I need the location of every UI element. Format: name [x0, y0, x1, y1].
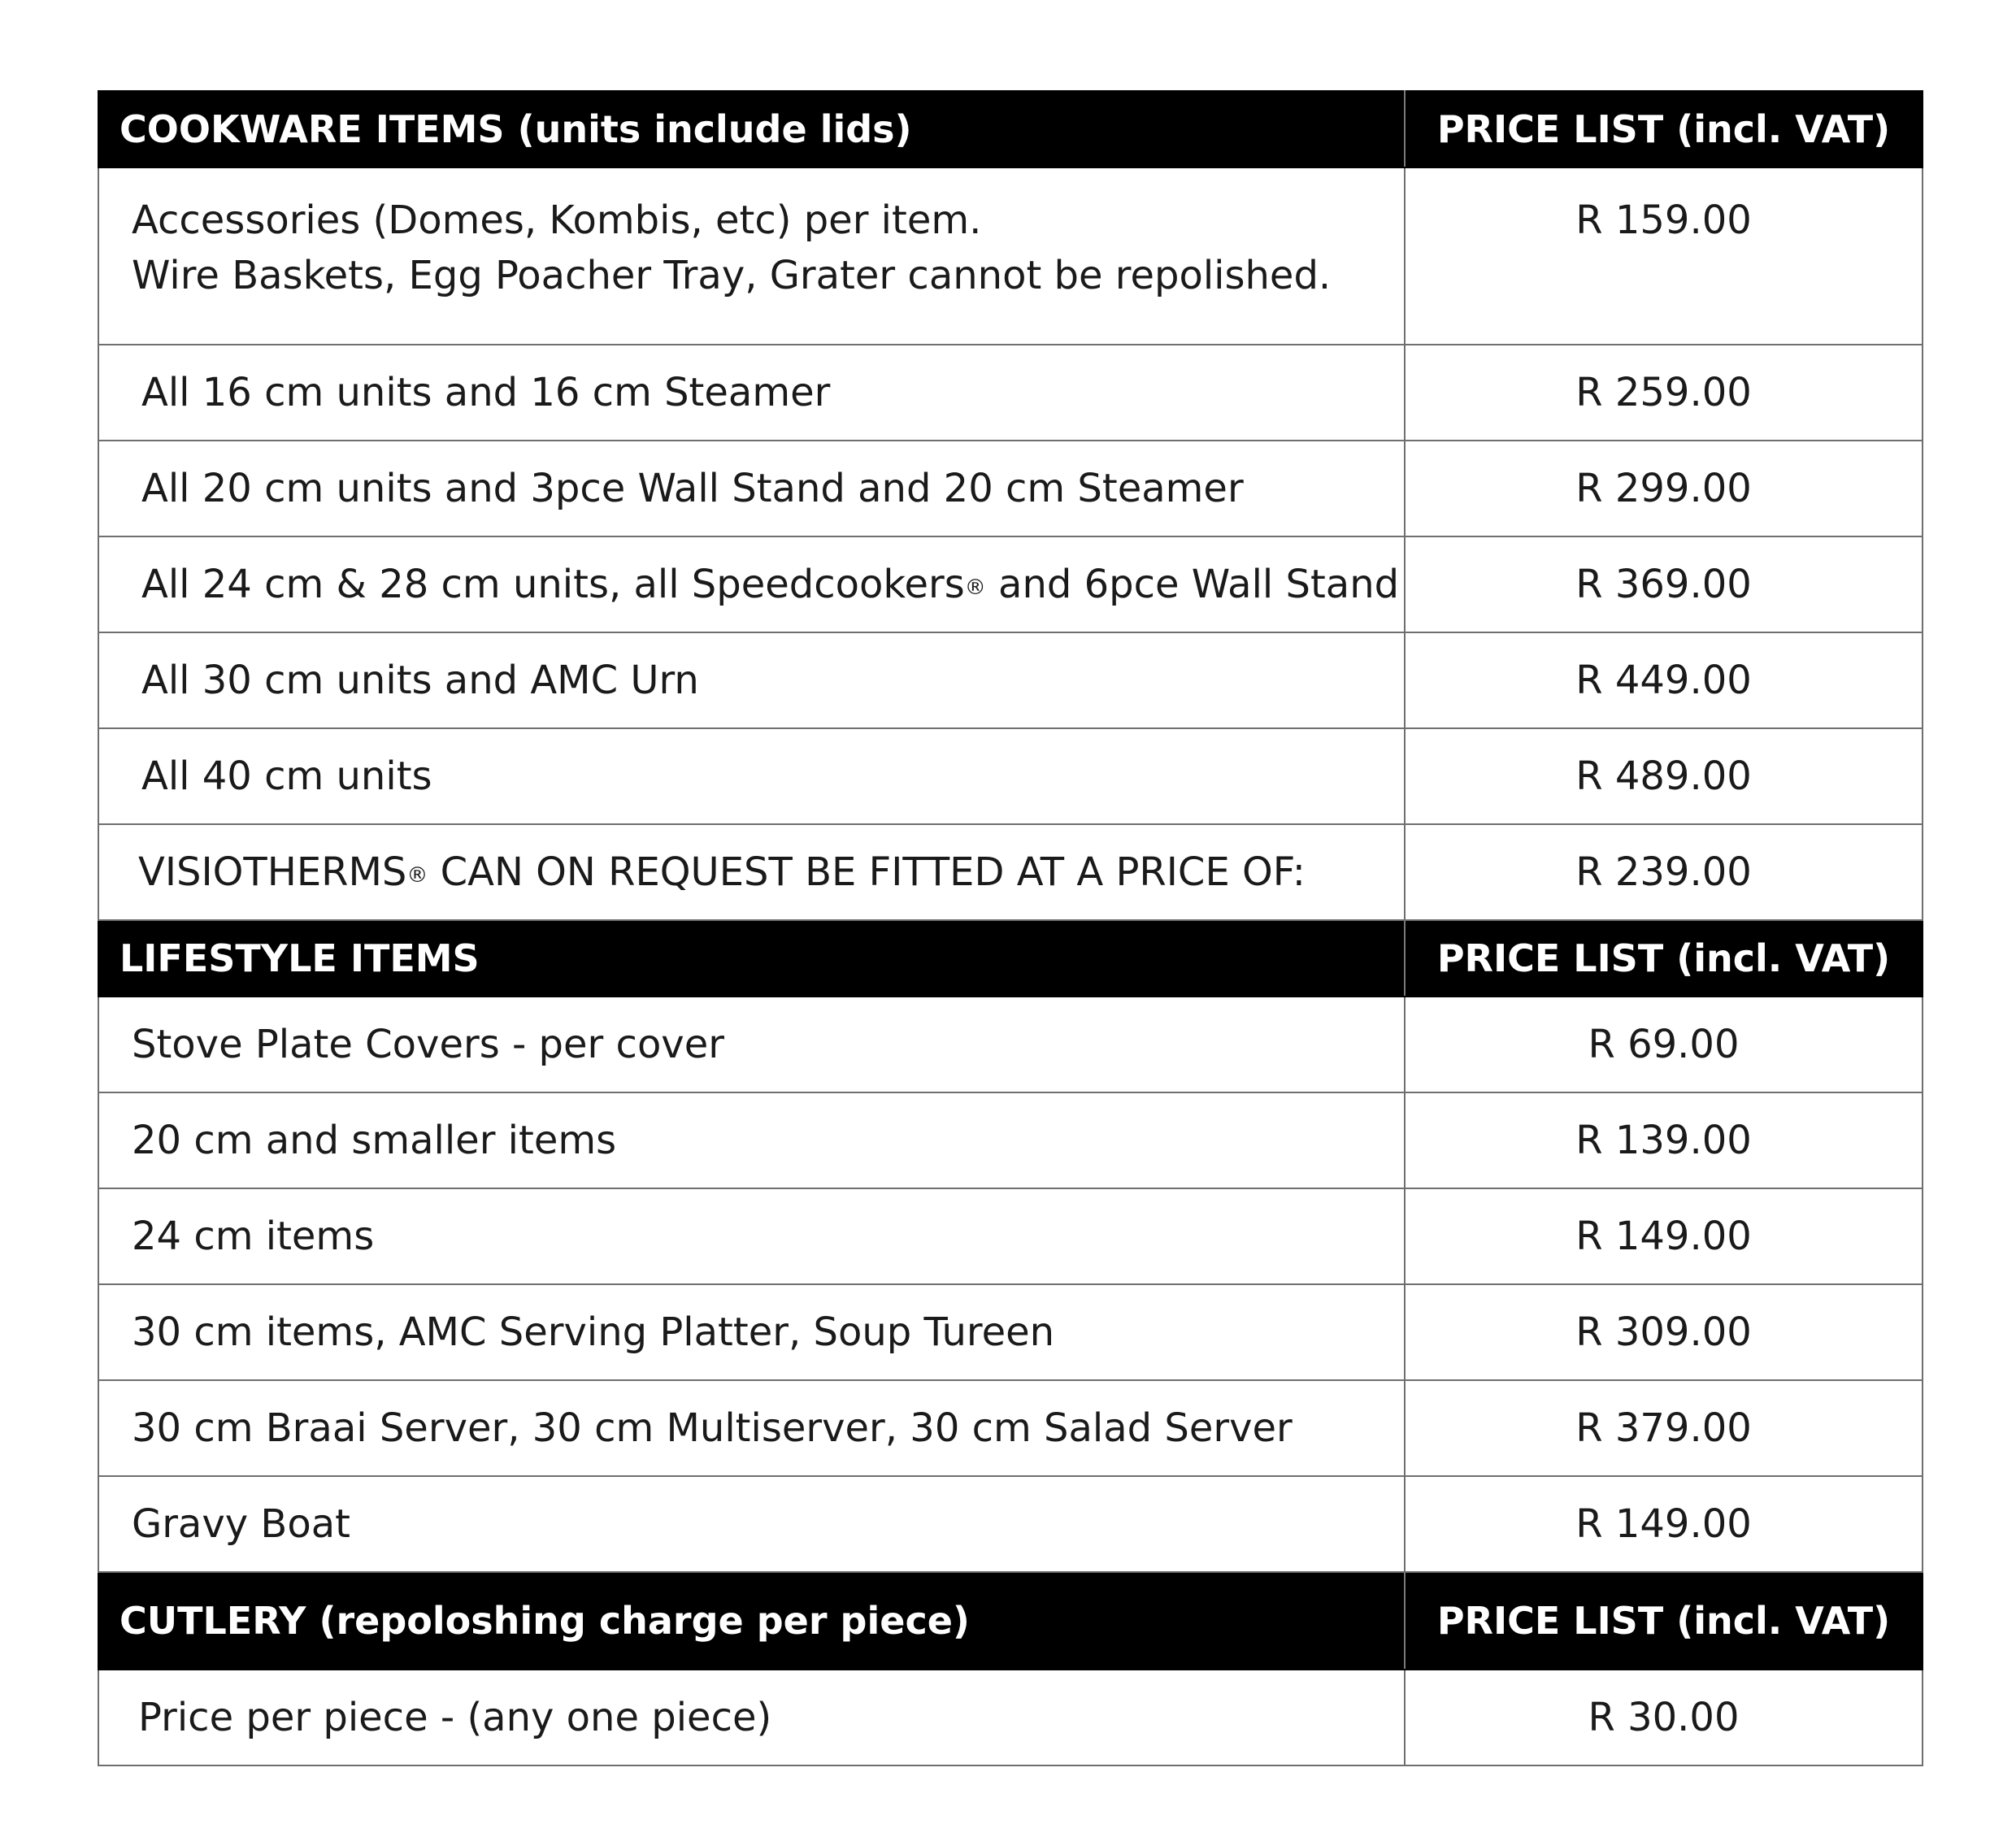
item-description: 30 cm items, AMC Serving Platter, Soup Tureen	[98, 1284, 1405, 1380]
cutlery-header-row	[98, 1572, 1923, 1670]
table-row	[98, 536, 1923, 632]
item-description-line: Wire Baskets, Egg Poacher Tray, Grater cannot be repolished.	[132, 253, 1332, 298]
table-row	[98, 997, 1923, 1092]
table-row	[98, 345, 1923, 441]
item-description: Price per piece - (any one piece)	[98, 1670, 1405, 1765]
table-row	[98, 1380, 1923, 1476]
item-price: R 159.00	[1405, 167, 1923, 345]
item-price: R 449.00	[1405, 632, 1923, 728]
item-description-line: Accessories (Domes, Kombis, etc) per item.	[132, 198, 982, 243]
item-price: R 69.00	[1405, 997, 1923, 1092]
lifestyle-price-header: PRICE LIST (incl. VAT)	[1405, 920, 1923, 997]
item-description-text: VISIOTHERMS	[138, 849, 407, 895]
item-description	[98, 824, 1405, 920]
table-row	[98, 441, 1923, 536]
registered-mark: ®	[964, 575, 986, 600]
item-price: R 149.00	[1405, 1188, 1923, 1284]
table-row	[98, 824, 1923, 920]
item-description: All 30 cm units and AMC Urn	[98, 632, 1405, 728]
item-description-text: All 24 cm & 28 cm units, all Speedcookers	[141, 562, 965, 607]
table-row	[98, 632, 1923, 728]
item-description: All 20 cm units and 3pce Wall Stand and 20 cm Steamer	[98, 441, 1405, 536]
item-price: R 299.00	[1405, 441, 1923, 536]
item-price: R 309.00	[1405, 1284, 1923, 1380]
item-price: R 259.00	[1405, 345, 1923, 441]
cutlery-price-header: PRICE LIST (incl. VAT)	[1405, 1572, 1923, 1670]
item-description: 24 cm items	[98, 1188, 1405, 1284]
cookware-price-header: PRICE LIST (incl. VAT)	[1405, 91, 1923, 167]
item-price: R 149.00	[1405, 1476, 1923, 1572]
item-price: R 239.00	[1405, 824, 1923, 920]
table-row	[98, 1188, 1923, 1284]
item-price: R 489.00	[1405, 728, 1923, 824]
table-row	[98, 1284, 1923, 1380]
item-description-text: and 6pce Wall Stand	[985, 562, 1400, 607]
item-description: 20 cm and smaller items	[98, 1092, 1405, 1188]
item-description	[98, 167, 1405, 345]
price-list-table	[98, 90, 1923, 1766]
cookware-section-title: COOKWARE ITEMS (units include lids)	[98, 91, 1405, 167]
lifestyle-section-title: LIFESTYLE ITEMS	[98, 920, 1405, 997]
item-description: All 40 cm units	[98, 728, 1405, 824]
item-description: All 16 cm units and 16 cm Steamer	[98, 345, 1405, 441]
item-description: Gravy Boat	[98, 1476, 1405, 1572]
table-row	[98, 1670, 1923, 1765]
item-price: R 379.00	[1405, 1380, 1923, 1476]
cookware-header-row	[98, 91, 1923, 167]
item-description: Stove Plate Covers - per cover	[98, 997, 1405, 1092]
table-row	[98, 728, 1923, 824]
table-row	[98, 1092, 1923, 1188]
item-price: R 369.00	[1405, 536, 1923, 632]
registered-mark: ®	[406, 863, 428, 888]
cutlery-section-title: CUTLERY (repoloshing charge per piece)	[98, 1572, 1405, 1670]
item-price: R 30.00	[1405, 1670, 1923, 1765]
lifestyle-header-row	[98, 920, 1923, 997]
table-row	[98, 167, 1923, 345]
item-description: 30 cm Braai Server, 30 cm Multiserver, 30 cm Salad Server	[98, 1380, 1405, 1476]
item-description	[98, 536, 1405, 632]
item-description-text: CAN ON REQUEST BE FITTED AT A PRICE OF:	[428, 849, 1306, 895]
item-price: R 139.00	[1405, 1092, 1923, 1188]
table-row	[98, 1476, 1923, 1572]
